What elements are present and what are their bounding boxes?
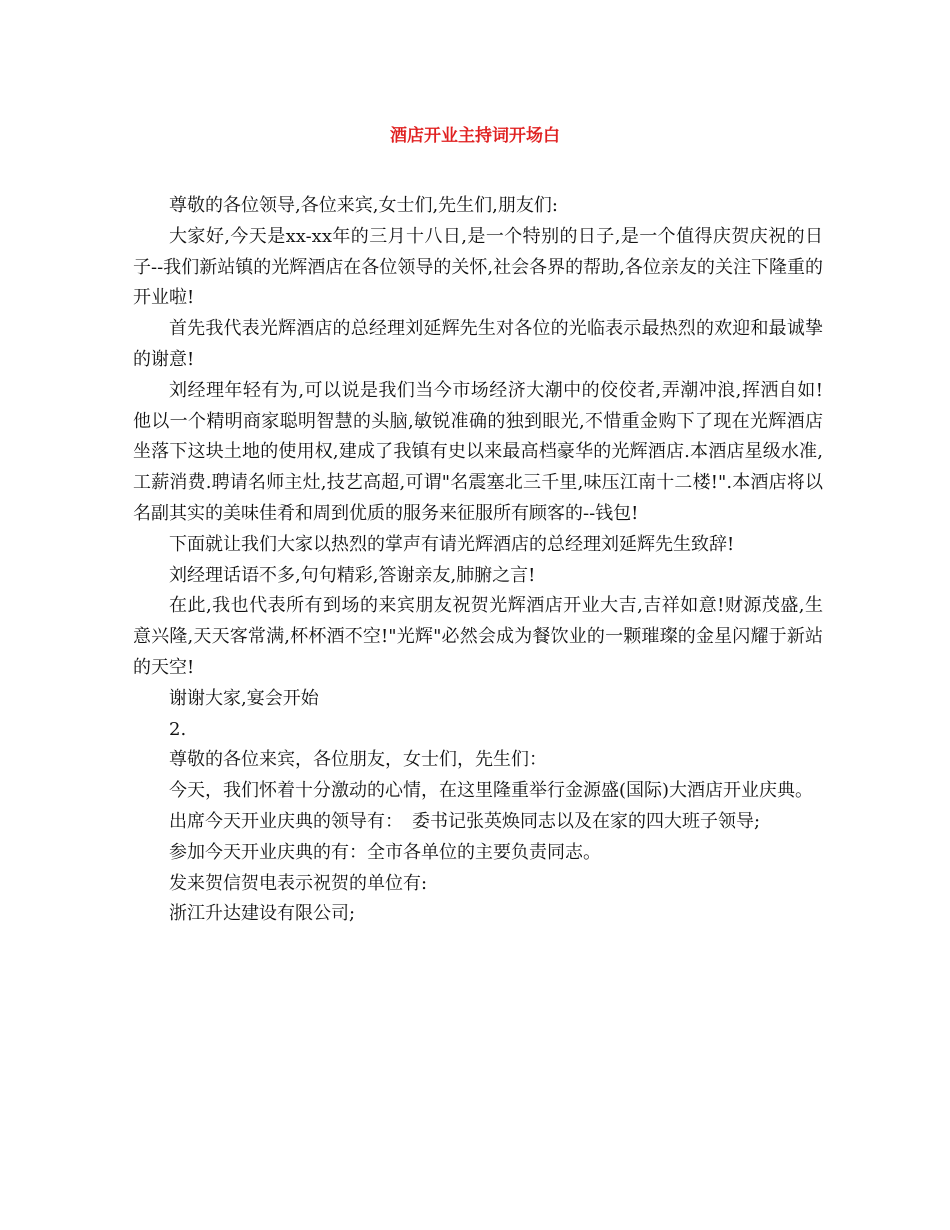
paragraph: 今天，我们怀着十分激动的心情，在这里隆重举行金源盛(国际)大酒店开业庆典。: [169, 780, 814, 802]
paragraph: 浙江升达建设有限公司;: [169, 903, 356, 925]
paragraph: 参加今天开业庆典的有：全市各单位的主要负责同志。: [169, 841, 601, 863]
document-title: 酒店开业主持词开场白: [390, 126, 560, 146]
paragraph: 出席今天开业庆典的领导有： 委书记张英焕同志以及在家的四大班子领导;: [169, 810, 761, 832]
paragraph: 大家好,今天是xx-xx年的三月十八日,是一个特别的日子,是一个值得庆贺庆祝的日子--我们新站镇的光辉酒店在各位领导的关怀,社会各界的帮助,各位亲友的关注下隆重的开业啦!: [133, 225, 823, 309]
paragraph: 刘经理年轻有为,可以说是我们当今市场经济大潮中的佼佼者,弄潮冲浪,挥洒自如!他以一个精明商家聪明智慧的头脑,敏锐准确的独到眼光,不惜重金购下了现在光辉酒店坐落下这块土地的使用权,建成了我镇有史以来最高档豪华的光辉酒店.本酒店星级水准,工薪消费.聘请名师主灶,技艺高超,可谓"名震塞北三千里,味压江南十二楼!".本酒店将以名副其实的美味佳肴和周到优质的服务来征服所有顾客的--钱包!: [133, 379, 823, 524]
paragraph: 谢谢大家,宴会开始: [169, 687, 319, 709]
paragraph: 尊敬的各位领导,各位来宾,女士们,先生们,朋友们:: [169, 195, 558, 216]
paragraph: 尊敬的各位来宾，各位朋友，女士们，先生们：: [169, 749, 547, 771]
paragraph: 首先我代表光辉酒店的总经理刘延辉先生对各位的光临表示最热烈的欢迎和最诚挚的谢意!: [133, 318, 823, 370]
paragraph: 发来贺信贺电表示祝贺的单位有:: [169, 872, 428, 894]
document-body: [133, 191, 823, 930]
paragraph: 2.: [169, 718, 187, 740]
paragraph: 下面就让我们大家以热烈的掌声有请光辉酒店的总经理刘延辉先生致辞!: [169, 533, 735, 555]
paragraph: 刘经理话语不多,句句精彩,答谢亲友,肺腑之言!: [169, 564, 536, 586]
paragraph: 在此,我也代表所有到场的来宾朋友祝贺光辉酒店开业大吉,吉祥如意!财源茂盛,生意兴隆,天天客常满,杯杯酒不空!"光辉"必然会成为餐饮业的一颗璀璨的金星闪耀于新站的天空!: [133, 595, 823, 678]
